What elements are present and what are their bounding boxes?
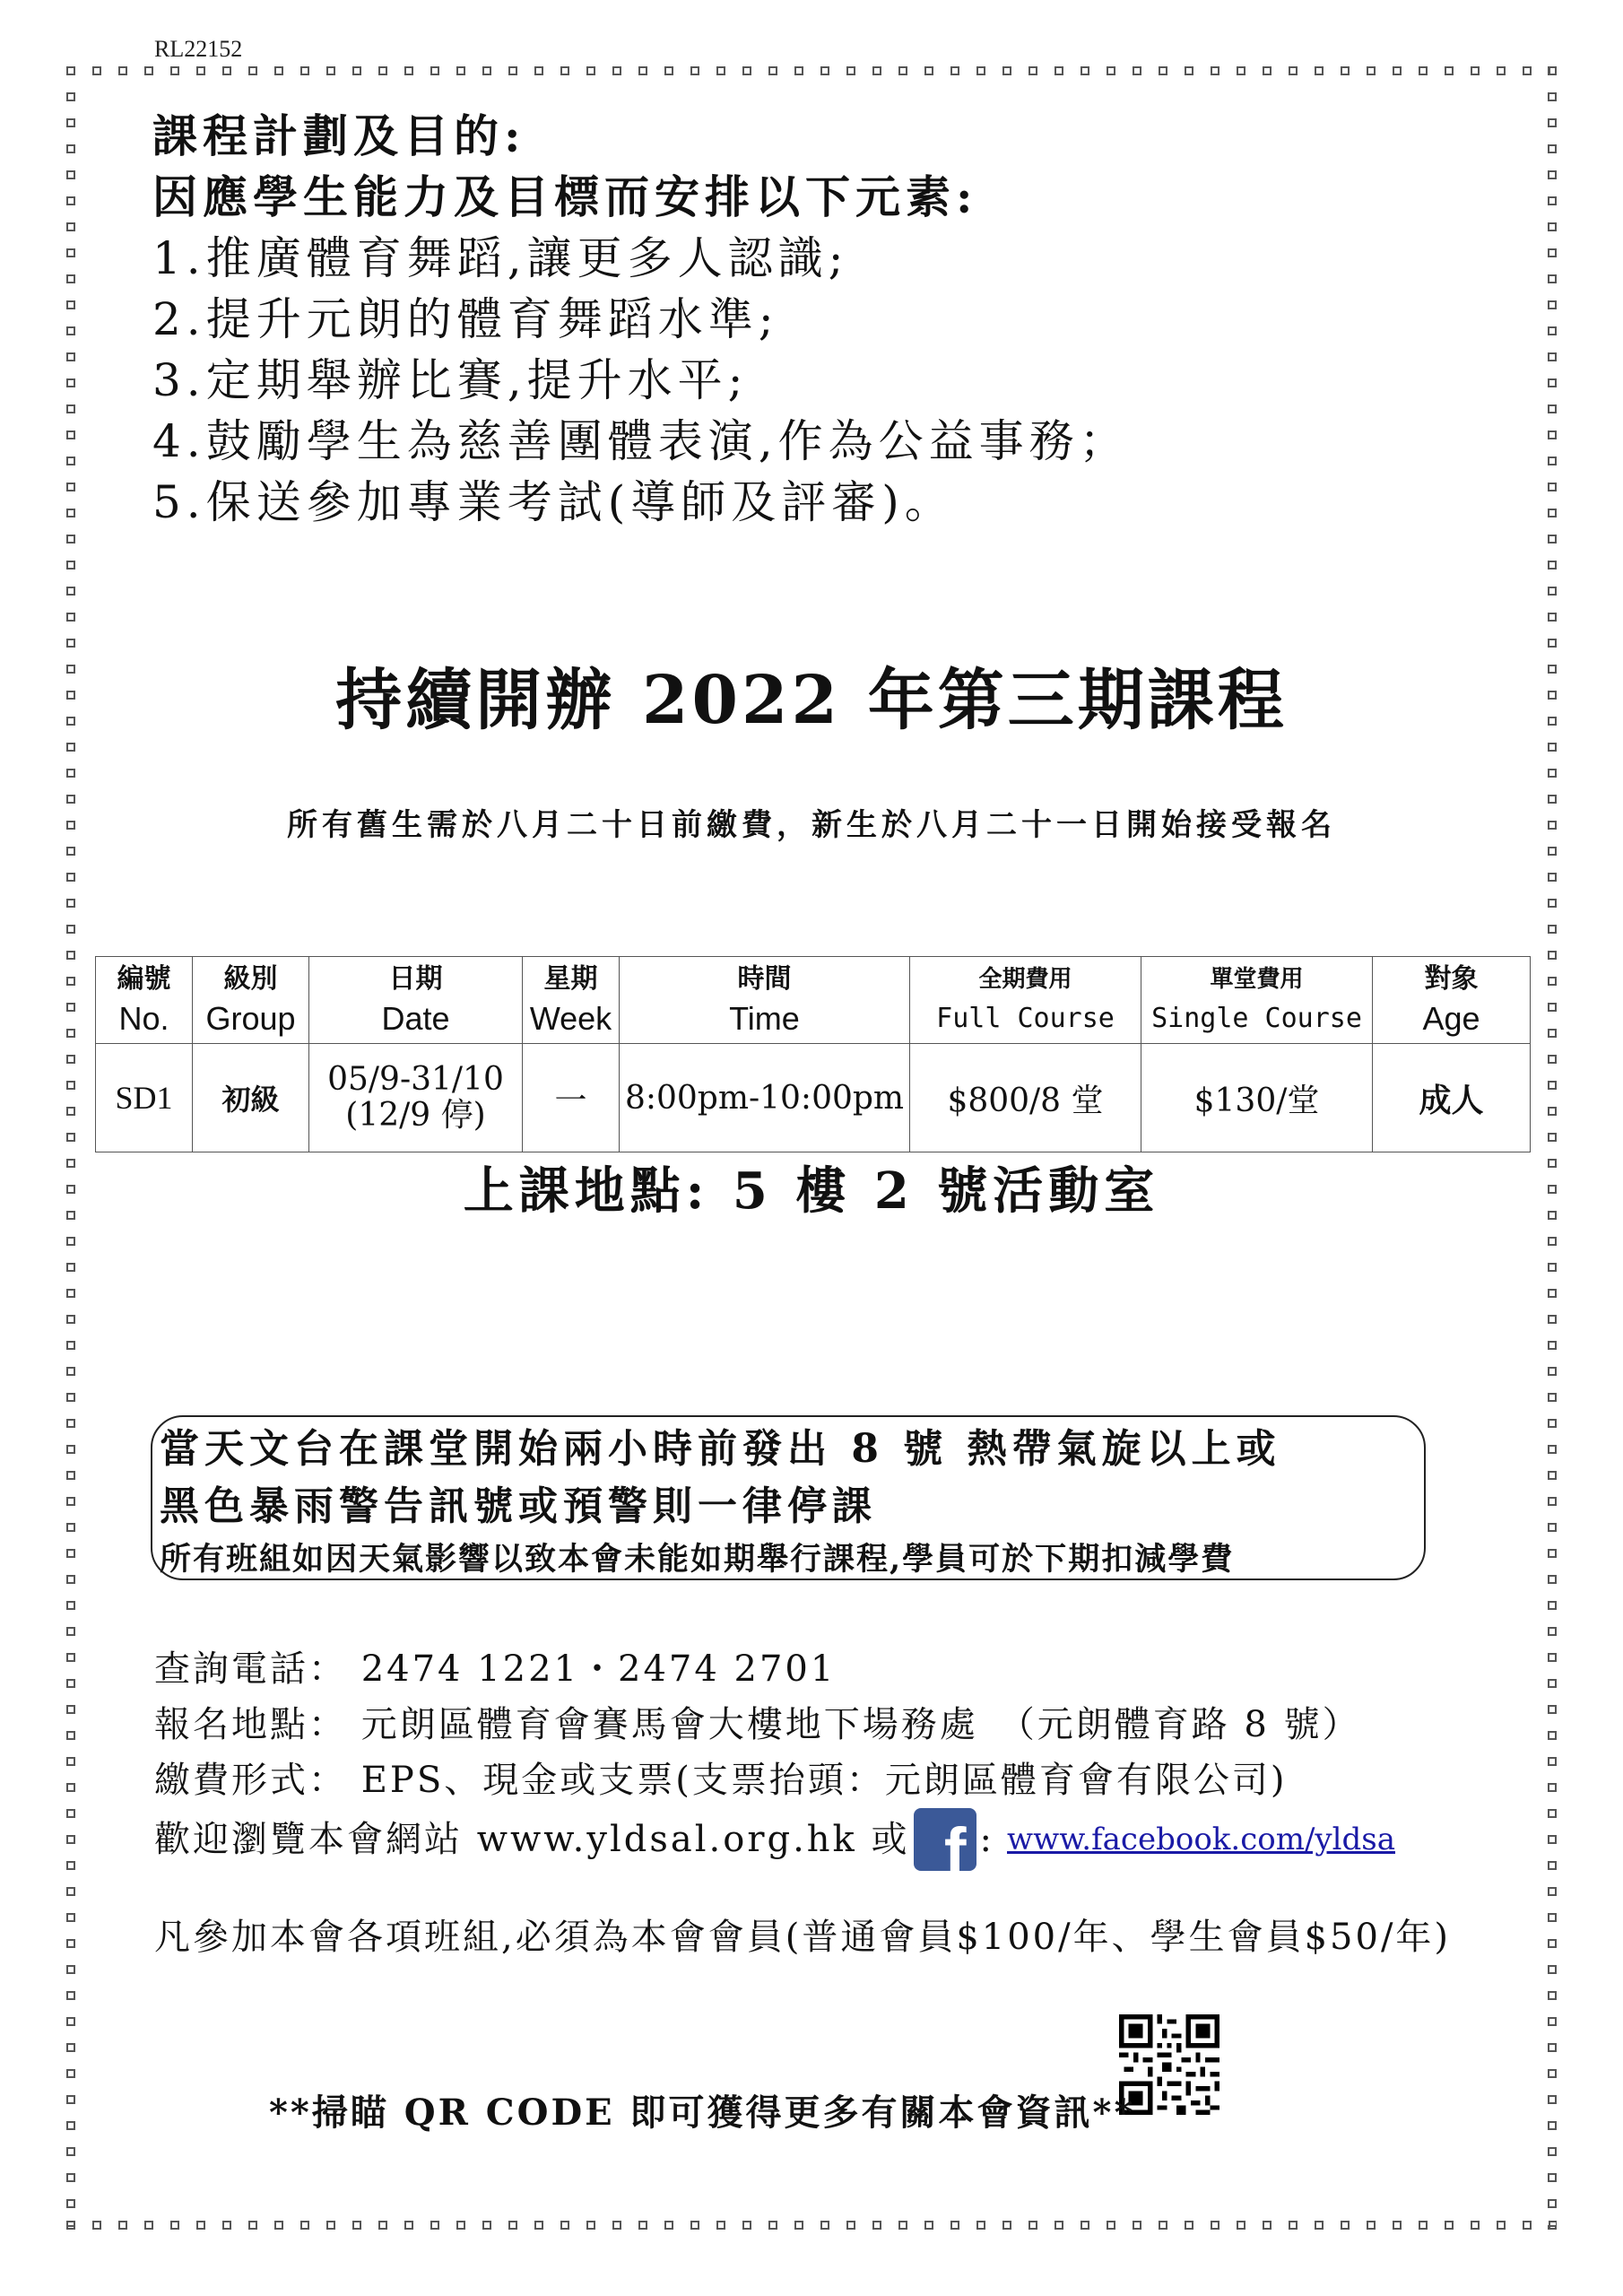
website-line: [154, 1808, 1526, 1871]
cell-single-course: $130/堂: [1141, 1044, 1373, 1152]
dotted-border-left: [66, 66, 75, 2230]
plan-item: 4.鼓勵學生為慈善團體表演,作為公益事務；: [152, 415, 1130, 467]
registration-notice: 所有舊生需於八月二十日前繳費，新生於八月二十一日開始接受報名: [287, 807, 1336, 843]
schedule-table: [95, 956, 1531, 1152]
dotted-border-top: [66, 66, 1557, 75]
payment-methods: 繳費形式： EPS、現金或支票(支票抬頭：元朗區體育會有限公司): [154, 1760, 1288, 1801]
cell-no: SD1: [96, 1044, 193, 1152]
cell-time: 8:00pm-10:00pm: [620, 1044, 910, 1152]
plan-item: 2.提升元朗的體育舞蹈水準;: [152, 293, 779, 345]
date-note: (12/9 停): [345, 1097, 486, 1134]
dotted-border-right: [1548, 66, 1557, 2230]
phone-line: 查詢電話： 2474 1221・2474 2701: [154, 1648, 837, 1690]
weather-line: 當天文台在課堂開始兩小時前發出 8 號 熱帶氣旋以上或: [160, 1426, 1281, 1472]
venue-label: 上課地點: 5 樓 2 號活動室: [463, 1161, 1160, 1221]
header-group: 級別 Group: [193, 957, 309, 1044]
cell-full-course: $800/8 堂: [910, 1044, 1141, 1152]
document-id: RL22152: [154, 36, 243, 62]
cell-group: 初級: [193, 1044, 309, 1152]
facebook-separator: :: [979, 1819, 994, 1860]
weather-line: 黑色暴雨警告訊號或預警則一律停課: [160, 1483, 877, 1529]
contact-section: [154, 1641, 1526, 1871]
header-single-course: 單堂費用 Single Course: [1141, 957, 1373, 1044]
plan-subheading: 因應學生能力及目標而安排以下元素:: [152, 170, 978, 223]
registration-location: 報名地點： 元朗區體育會賽馬會大樓地下場務處 （元朗體育路 8 號）: [154, 1704, 1361, 1745]
cell-date: [309, 1044, 523, 1152]
weather-refund-note: 所有班組如因天氣影響以致本會未能如期舉行課程,學員可於下期扣減學費: [160, 1541, 1235, 1578]
plan-item: 1.推廣體育舞蹈,讓更多人認識;: [152, 232, 849, 284]
plan-item: 5.保送參加專業考試(導師及評審)。: [152, 476, 955, 528]
weather-notice-box: [151, 1415, 1426, 1580]
membership-requirement: 凡參加本會各項班組,必須為本會會員(普通會員$100/年、學生會員$50/年): [154, 1917, 1452, 1958]
plan-heading: 課程計劃及目的:: [152, 109, 526, 162]
cell-week: 一: [523, 1044, 620, 1152]
header-full-course: 全期費用 Full Course: [910, 957, 1141, 1044]
facebook-link[interactable]: www.facebook.com/yldsa: [1007, 1822, 1395, 1857]
course-plan-section: [152, 106, 1453, 533]
dotted-border-bottom: [66, 2221, 1557, 2230]
plan-item: 3.定期舉辦比賽,提升水平;: [152, 354, 749, 406]
header-date: 日期 Date: [309, 957, 523, 1044]
date-range: 05/9-31/10: [327, 1061, 504, 1098]
header-age: 對象 Age: [1373, 957, 1531, 1044]
header-time: 時間 Time: [620, 957, 910, 1044]
table-row: [96, 1044, 1531, 1152]
cell-age: 成人: [1373, 1044, 1531, 1152]
course-title: 持續開辦 2022 年第三期課程: [335, 662, 1288, 739]
facebook-icon[interactable]: [914, 1808, 976, 1871]
header-no: 編號 No.: [96, 957, 193, 1044]
qr-caption: **掃瞄 QR CODE 即可獲得更多有關本會資訊**: [269, 2092, 1136, 2134]
table-header-row: [96, 957, 1531, 1044]
header-week: 星期 Week: [523, 957, 620, 1044]
website-text: 歡迎瀏覽本會網站 www.yldsal.org.hk 或: [154, 1819, 910, 1860]
